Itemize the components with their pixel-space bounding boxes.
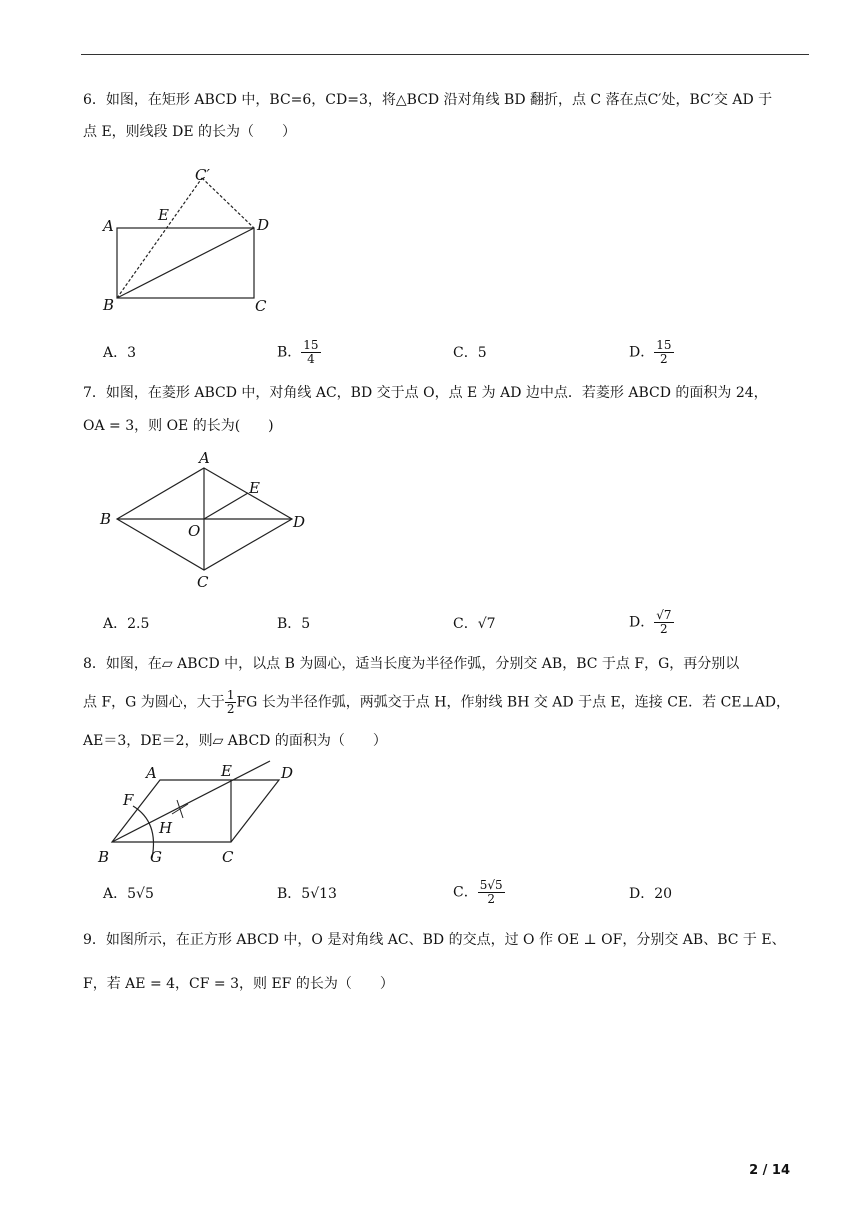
- q8-option-c[interactable]: C． $\frac{5√5}{2}$: [453, 878, 503, 906]
- label-c: C: [197, 573, 209, 591]
- q6-text-line2: 点 E，则线段 DE 的长为（ ）: [83, 124, 297, 140]
- label-o: O: [188, 522, 201, 540]
- q7-option-a[interactable]: A．2.5: [103, 616, 150, 632]
- label-d: D: [281, 764, 294, 782]
- q7-text-line1: 7．如图，在菱形 ABCD 中，对角线 AC，BD 交于点 O，点 E 为 AD 边中点．若菱形 ABCD 的面积为 24，: [83, 385, 768, 401]
- label-a: A: [103, 217, 114, 235]
- fold-line-bc-prime: [117, 178, 202, 298]
- label-b: B: [103, 296, 115, 314]
- q6-option-b[interactable]: B． $\frac{15}{4}$: [277, 338, 319, 366]
- label-e: E: [249, 479, 260, 497]
- label-d: D: [293, 513, 306, 531]
- q8-option-d[interactable]: D．20: [629, 886, 673, 902]
- label-d: D: [257, 216, 270, 234]
- label-b: B: [100, 510, 112, 528]
- q9-text-line1: 9．如图所示，在正方形 ABCD 中，O 是对角线 AC、BD 的交点，过 O 作 OE ⊥ OF，分别交 AB、BC 于 E、: [83, 932, 786, 948]
- label-c: C: [255, 297, 267, 315]
- q7-option-d[interactable]: D． $\frac{√7}{2}$: [629, 608, 672, 636]
- label-g: G: [150, 848, 162, 866]
- label-e: E: [158, 206, 169, 224]
- label-e: E: [221, 762, 232, 780]
- header-rule: [81, 54, 809, 55]
- diagonal-bd: [117, 228, 254, 298]
- q8-option-a[interactable]: A．5√5: [103, 886, 154, 902]
- q6-option-c[interactable]: C．5: [453, 345, 487, 361]
- label-a: A: [146, 764, 157, 782]
- q8-text-line1: 8．如图，在▱ ABCD 中，以点 B 为圆心，适当长度为半径作弧，分别交 AB，BC 于点 F，G，再分别以: [83, 656, 740, 672]
- q8-parallelogram-figure: [95, 758, 315, 874]
- q6-text-line1: 6．如图，在矩形 ABCD 中，BC=6，CD=3，将△BCD 沿对角线 BD 翻折，点 C 落在点C′处，BC′交 AD 于: [83, 92, 773, 108]
- q8-option-b[interactable]: B．5√13: [277, 886, 337, 902]
- parallelogram-abcd: [112, 780, 279, 842]
- q9-text-line2: F，若 AE = 4，CF = 3，则 EF 的长为（ ）: [83, 976, 394, 992]
- page-number: 2 / 14: [749, 1163, 790, 1178]
- q7-text-line2: OA = 3，则 OE 的长为( ): [83, 418, 274, 434]
- q8-text-line2: 点 F，G 为圆心，大于 $\frac{1}{2}$ FG 长为半径作弧，两弧交于点 H，作射线 BH 交 AD 于点 E，连接 CE．若 CE⊥AD，: [83, 688, 791, 716]
- label-c: C: [222, 848, 234, 866]
- q6-option-d[interactable]: D． $\frac{15}{2}$: [629, 338, 672, 366]
- q7-rhombus-figure: [95, 448, 325, 602]
- q6-rectangle-figure: [95, 160, 285, 324]
- fold-line-c-prime-d: [202, 178, 254, 228]
- arc-mark-2: [172, 804, 188, 814]
- segment-oe: [204, 493, 248, 519]
- label-f: F: [123, 791, 134, 809]
- q7-option-b[interactable]: B．5: [277, 616, 311, 632]
- q8-text-line3: AE＝3，DE＝2，则▱ ABCD 的面积为（ ）: [83, 733, 387, 749]
- q7-option-c[interactable]: C．√7: [453, 616, 496, 632]
- label-c-prime: C′: [195, 166, 210, 184]
- label-a: A: [199, 449, 210, 467]
- label-h: H: [159, 819, 173, 837]
- q6-option-a[interactable]: A．3: [103, 345, 137, 361]
- ray-bh: [112, 761, 270, 842]
- label-b: B: [98, 848, 110, 866]
